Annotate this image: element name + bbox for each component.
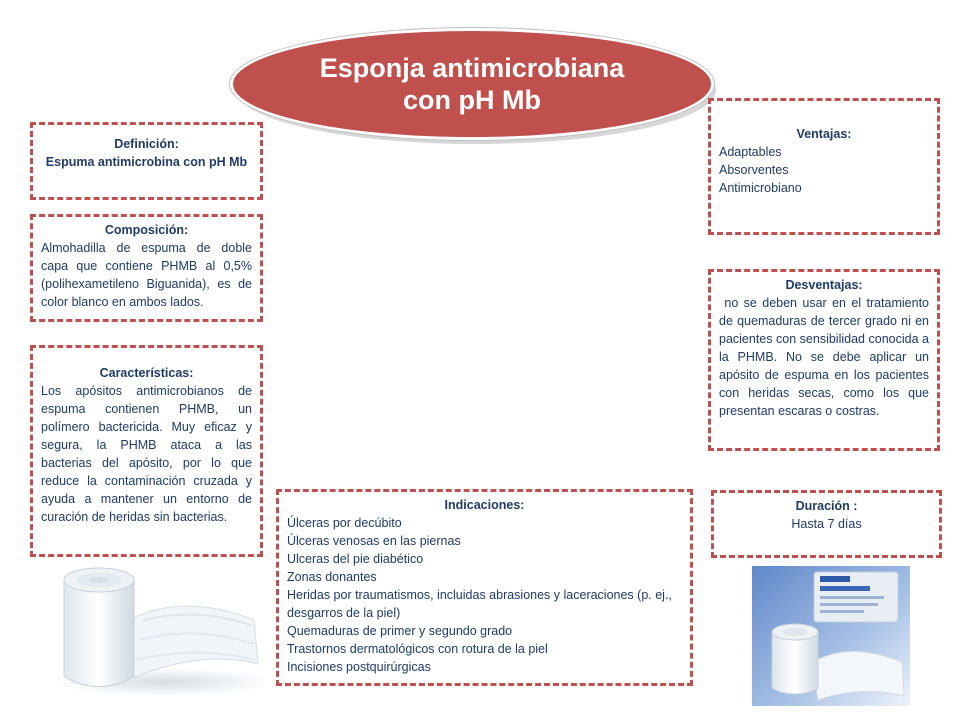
disadvantages-heading: Desventajas: — [785, 278, 863, 292]
indication-item: Heridas por traumatismos, incluidas abrasiones y laceraciones (p. ej., desgarros de la piel) — [287, 588, 672, 620]
indication-item: Incisiones postquirúrgicas — [287, 660, 431, 674]
composition-heading: Composición: — [104, 223, 189, 237]
title-ellipse — [230, 28, 714, 140]
indications-heading: Indicaciones: — [444, 498, 525, 512]
indication-item: Zonas donantes — [287, 570, 377, 584]
indication-item: Ulceras del pie diabético — [287, 552, 424, 566]
definition-heading: Definición: — [114, 137, 179, 151]
features-heading: Características: — [99, 366, 194, 380]
title-line-2: con pH Mb — [403, 85, 541, 115]
advantages-list — [719, 143, 929, 197]
advantage-item: Adaptables — [719, 145, 782, 159]
bandage-package-image — [752, 566, 910, 706]
advantage-item: Absorventes — [719, 163, 789, 177]
indication-item: Úlceras por decúbito — [287, 516, 402, 530]
features-box — [30, 345, 263, 557]
composition-text: Almohadilla de espuma de doble capa que contiene PHMB al 0,5%(polihexametileno Biguanida), es de color blanco en ambos lados. — [41, 241, 252, 309]
definition-text: Espuma antimicrobina con pH Mb — [45, 155, 248, 169]
indication-item: Úlceras venosas en las piernas — [287, 534, 461, 548]
disadvantages-box — [708, 269, 940, 451]
indication-item: Trastornos dermatológicos con rotura de la piel — [287, 642, 548, 656]
definition-box — [30, 122, 263, 200]
duration-heading: Duración : — [795, 499, 858, 513]
indications-box — [276, 489, 693, 686]
indications-list — [287, 514, 682, 676]
composition-box — [30, 214, 263, 322]
title-line-1: Esponja antimicrobiana — [319, 53, 625, 83]
bandage-roll-image — [44, 560, 264, 700]
duration-text: Hasta 7 días — [791, 517, 862, 531]
indication-item: Quemaduras de primer y segundo grado — [287, 624, 513, 638]
duration-box — [711, 490, 942, 558]
features-text: Los apósitos antimicrobianos de espuma contienen PHMB, un polímero bactericida. Muy eficaz y segura, la PHMB ataca a las bacterias del apósito, por lo que reduce la contaminación cruzada y ayuda a mantener un entorno de curación de heridas sin bacterias. — [41, 384, 252, 524]
advantages-heading: Ventajas: — [796, 127, 852, 141]
advantages-box — [708, 98, 940, 235]
disadvantages-text: no se deben usar en el tratamiento de quemaduras de tercer grado ni en pacientes con sensibilidad conocida a la PHMB. No se debe aplicar un apósito de espuma en los pacientes con heridas secas, como los que presentan escaras o costras. — [719, 296, 933, 418]
advantage-item: Antimicrobiano — [719, 181, 802, 195]
